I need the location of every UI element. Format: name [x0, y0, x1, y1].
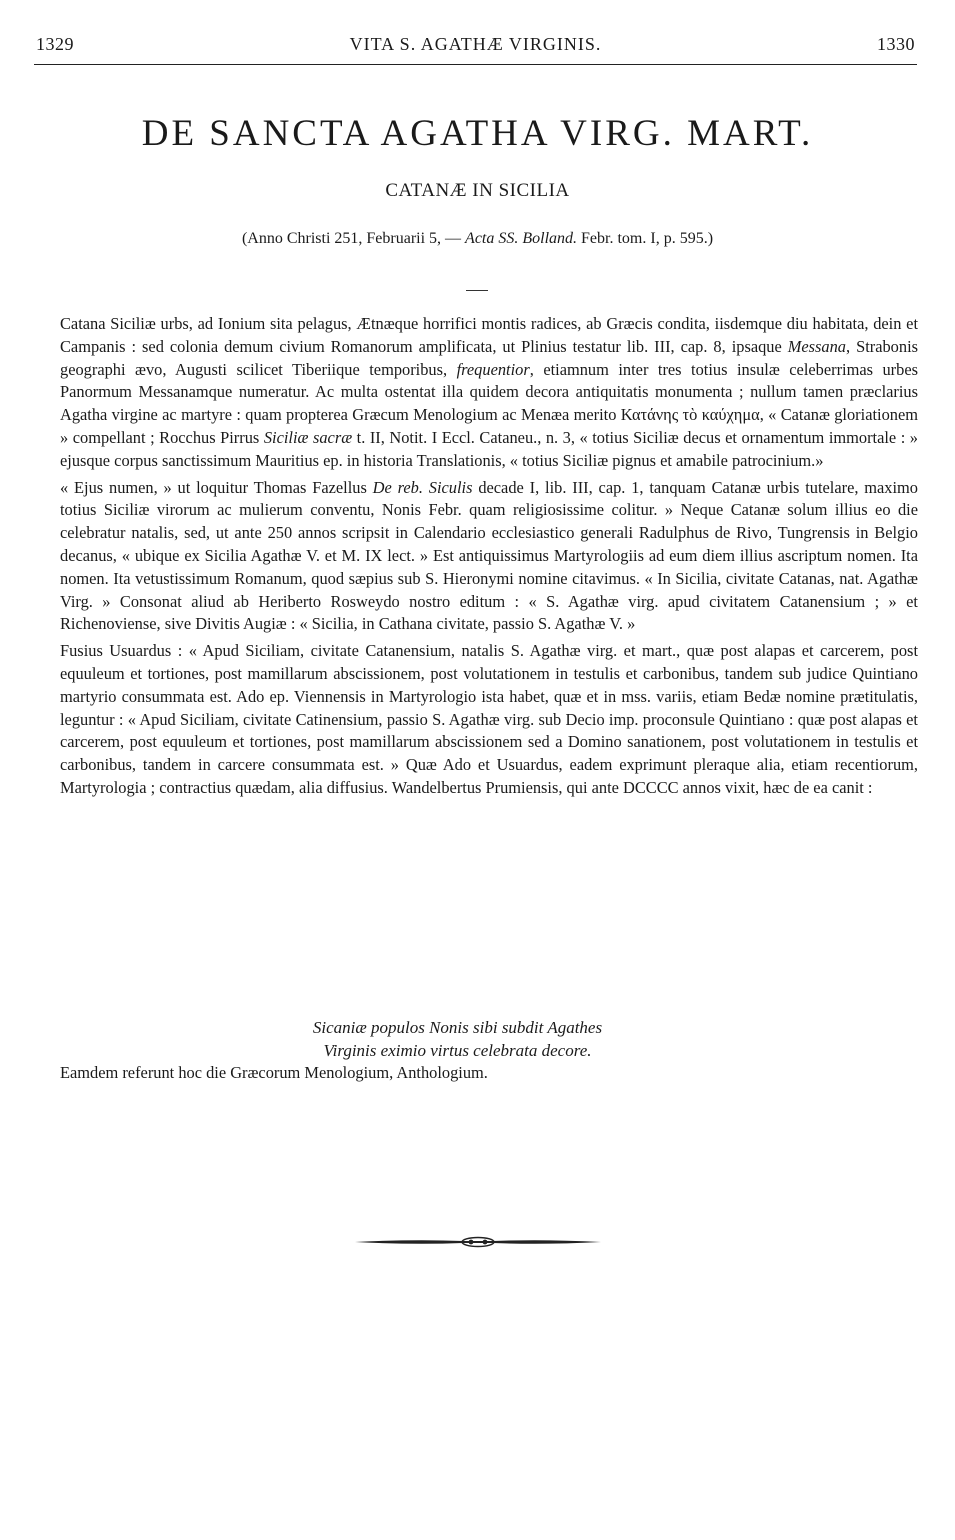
- paragraph-1: [60, 313, 918, 473]
- running-head: [36, 34, 915, 64]
- p1-text-a: Catana Siciliæ urbs, ad Ionium sita pelagus, Ætnæque horrifici montis radices, ab Græcis condita, iisdemque diu habitata, dein et Campanis : sed colonia demum civium Romanorum amplificata, ut Plinius testatur lib. III, cap. 8, ipsaque: [60, 314, 918, 356]
- p2-italic-dereb: De reb. Siculis: [372, 477, 473, 497]
- verse-line-1: Sicaniæ populos Nonis sibi subdit Agathes: [312, 1018, 603, 1037]
- page-subtitle: CATANÆ IN SICILIA: [385, 180, 570, 201]
- p1-text-c: , etiamnum inter tres totius insulæ celeberrimas urbes Panormum Messanamque numeratur. Ac multa ostentat illa quidem decora antiquitatis monumenta ; nullum tamen præclarius Agatha virgine ac martyre : quam propterea Græcum Menologium ac Menæa merito Κατάνης τὸ καύχημα, « Catanæ gloriationem » compellant ; Rocchus Pirrus: [60, 359, 918, 447]
- p2-text-a: « Ejus numen, » ut loquitur Thomas Fazellus: [60, 477, 373, 497]
- p1-italic-siciliae: Siciliæ sacræ: [263, 427, 353, 447]
- source-suffix: Febr. tom. I, p. 595.): [577, 230, 714, 247]
- page-number-right: 1330: [877, 34, 915, 54]
- separator-rule: [466, 290, 488, 291]
- source-prefix: (Anno Christi 251, Februarii 5, —: [241, 230, 466, 247]
- body-text: [60, 313, 918, 804]
- source-acta: Acta SS. Bolland.: [465, 230, 578, 247]
- paragraph-3: Fusius Usuardus : « Apud Siciliam, civitate Catanensium, natalis S. Agathæ virg. et mart., quæ post alapas et carcerem, post equuleum et tortiones, post mamillarum abscissionem, post volutationem in testulis et carbonibus, tandem sub judice Quintiano martyrio consummata est. Ado ep. Viennensis in Martyrologio ista habet, quæ et in mss. variis, etiam Bedæ nomine prætitulatis, leguntur : « Apud Siciliam, civitate Catinensium, passio S. Agathæ virg. sub Decio imp. proconsule Quintiano : quæ post alapas et carcerem, post equuleum et tortiones, post mamillarum abscissionem sed a Domino sanationem, post volutationem in testulis et carbonibus, tandem in carcere consummata est. » Quæ Ado et Usuardus, eadem exprimunt pleraque alia, etiam recentiorum, Martyrologia ; contractius quædam, alia diffusius. Wandelbertus Prumiensis, qui ante DCCCC annos vixit, hæc de ea canit :: [60, 641, 918, 797]
- p1-text-b: , Strabonis geographi ævo, Augusti scilicet Tiberiique temporibus,: [60, 336, 919, 379]
- header-rule: [34, 64, 917, 65]
- closing-line: Eamdem referunt hoc die Græcorum Menologium, Anthologium.: [60, 1063, 488, 1082]
- page-title: DE SANCTA AGATHA VIRG. MART.: [141, 113, 814, 154]
- end-ornament: [353, 1236, 603, 1248]
- source-citation: [0, 230, 955, 248]
- page-number-left: 1329: [36, 34, 74, 54]
- p1-italic-frequentior: frequentior: [456, 359, 530, 379]
- p1-italic-messana: Messana: [787, 336, 847, 356]
- p1-text-d: t. II, Notit. I Eccl. Cataneu., n. 3, « totius Siciliæ decus et ornamentum immortale : » ejusque corpus sanctissimum Mauritius ep. in historia Translationis, « totius Siciliæ pignus et amabile patrocinium.»: [60, 427, 918, 470]
- verse-line-2: Virginis eximio virtus celebrata decore.: [323, 1041, 592, 1060]
- p2-text-b: decade I, lib. III, cap. 1, tanquam Catanæ urbis tutelare, maximo totius Siciliæ virorum ac mulierum conventu, Nonis Febr. quam religiosissime colitur. » Neque Catanæ solum illius eo die celebratur natalis, sed, ut ante 250 annos scripsit in Calendario ecclesiastico generali Radulphus de Rivo, Tungrensis in Belgio decanus, « ubique ex Sicilia Agathæ V. et M. IX lect. » Est antiquissimus Martyrologiis ad eum diem illius ascriptum nomen. Ita nomen. Ita vetustissimum Romanum, quod sæpius sub S. Hieronymi nomine citavimus. « In Sicilia, civitate Catanas, nat. Agathæ Virg. » Consonat aliud ab Heriberto Rosweydo nostro editum : « S. Agathæ virg. apud civitatem Catanensium ; » et Richenoviense, sive Divitis Augiæ : « Sicilia, in Cathana civitate, passio S. Agathæ V. »: [60, 477, 918, 634]
- paragraph-2: [60, 477, 918, 637]
- running-title: VITA S. AGATHÆ VIRGINIS.: [349, 34, 602, 54]
- verse-block: [0, 1016, 955, 1062]
